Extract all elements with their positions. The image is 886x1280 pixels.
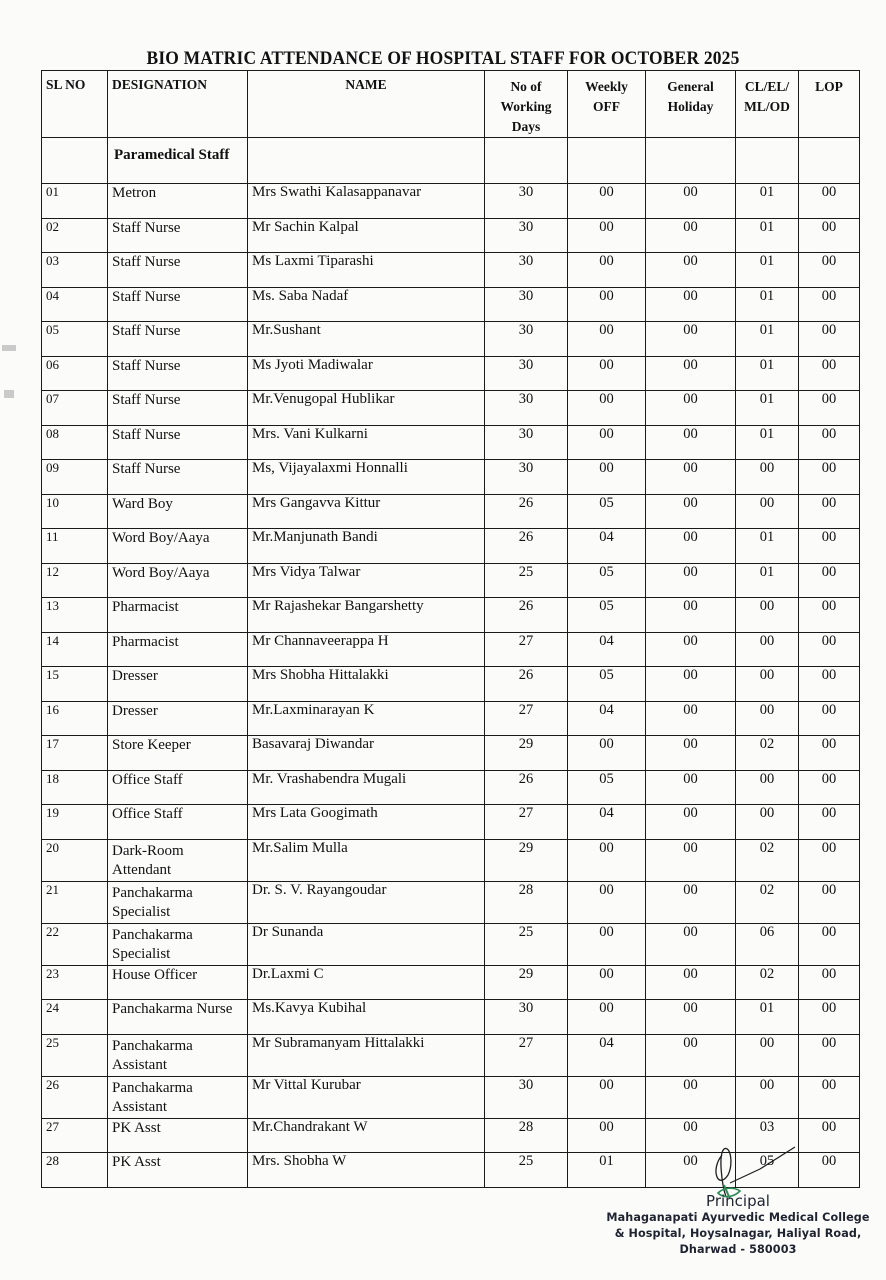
row-general-holiday: 00	[646, 1076, 736, 1118]
row-designation: Dresser	[108, 667, 248, 702]
row-working-days: 30	[485, 460, 568, 495]
row-general-holiday: 00	[646, 460, 736, 495]
row-working-days: 30	[485, 184, 568, 219]
row-leave: 01	[736, 425, 799, 460]
row-sl-no: 03	[42, 253, 108, 288]
section-empty-cell	[646, 138, 736, 184]
row-weekly-off: 00	[568, 425, 646, 460]
row-general-holiday: 00	[646, 736, 736, 771]
row-sl-no: 08	[42, 425, 108, 460]
row-name: Mr Vittal Kurubar	[248, 1076, 485, 1118]
row-weekly-off: 00	[568, 253, 646, 288]
row-general-holiday: 00	[646, 632, 736, 667]
column-header-lop: LOP	[799, 71, 860, 138]
row-working-days: 28	[485, 881, 568, 923]
row-leave: 02	[736, 965, 799, 1000]
row-working-days: 26	[485, 667, 568, 702]
row-sl-no: 22	[42, 923, 108, 965]
row-lop: 00	[799, 598, 860, 633]
row-leave: 00	[736, 598, 799, 633]
stamp-role: Principal	[706, 1192, 770, 1210]
row-weekly-off: 00	[568, 184, 646, 219]
row-lop: 00	[799, 391, 860, 426]
row-sl-no: 19	[42, 805, 108, 840]
row-name: Mrs Lata Googimath	[248, 805, 485, 840]
row-leave: 00	[736, 770, 799, 805]
table-row	[42, 1000, 860, 1035]
row-sl-no: 26	[42, 1076, 108, 1118]
row-name: Mr.Salim Mulla	[248, 839, 485, 881]
row-weekly-off: 00	[568, 356, 646, 391]
row-name: Mr Sachin Kalpal	[248, 218, 485, 253]
row-general-holiday: 00	[646, 563, 736, 598]
table-row	[42, 1076, 860, 1118]
page-title: BIO MATRIC ATTENDANCE OF HOSPITAL STAFF FOR OCTOBER 2025	[146, 48, 740, 69]
row-general-holiday: 00	[646, 923, 736, 965]
row-general-holiday: 00	[646, 1118, 736, 1153]
table-row	[42, 322, 860, 357]
row-leave: 01	[736, 529, 799, 564]
row-weekly-off: 00	[568, 391, 646, 426]
row-designation: Staff Nurse	[108, 287, 248, 322]
row-weekly-off: 04	[568, 529, 646, 564]
row-name: Mr.Laxminarayan K	[248, 701, 485, 736]
row-designation: Panchakarma Assistant	[108, 1034, 248, 1076]
row-lop: 00	[799, 1076, 860, 1118]
row-sl-no: 05	[42, 322, 108, 357]
row-sl-no: 10	[42, 494, 108, 529]
row-working-days: 26	[485, 494, 568, 529]
row-lop: 00	[799, 356, 860, 391]
row-designation: Panchakarma Specialist	[108, 881, 248, 923]
row-sl-no: 18	[42, 770, 108, 805]
row-designation: Metron	[108, 184, 248, 219]
row-working-days: 30	[485, 1076, 568, 1118]
row-designation: Staff Nurse	[108, 218, 248, 253]
row-name: Mrs Shobha Hittalakki	[248, 667, 485, 702]
row-lop: 00	[799, 839, 860, 881]
table-row	[42, 563, 860, 598]
table-row	[42, 218, 860, 253]
row-designation: Word Boy/Aaya	[108, 563, 248, 598]
stamp-address-line1: & Hospital, Hoysalnagar, Haliyal Road,	[614, 1227, 862, 1240]
row-lop: 00	[799, 494, 860, 529]
row-designation: Ward Boy	[108, 494, 248, 529]
row-leave: 01	[736, 184, 799, 219]
row-sl-no: 28	[42, 1153, 108, 1188]
table-row	[42, 529, 860, 564]
row-name: Ms Laxmi Tiparashi	[248, 253, 485, 288]
row-name: Mrs. Vani Kulkarni	[248, 425, 485, 460]
row-leave: 00	[736, 460, 799, 495]
row-designation: PK Asst	[108, 1118, 248, 1153]
row-general-holiday: 00	[646, 839, 736, 881]
row-leave: 00	[736, 667, 799, 702]
row-weekly-off: 05	[568, 770, 646, 805]
row-designation: Staff Nurse	[108, 253, 248, 288]
table-row	[42, 494, 860, 529]
row-leave: 01	[736, 356, 799, 391]
table-row	[42, 667, 860, 702]
section-empty-cell	[799, 138, 860, 184]
row-general-holiday: 00	[646, 965, 736, 1000]
row-general-holiday: 00	[646, 287, 736, 322]
row-general-holiday: 00	[646, 770, 736, 805]
row-general-holiday: 00	[646, 391, 736, 426]
row-name: Mrs Swathi Kalasappanavar	[248, 184, 485, 219]
row-designation: Dark-Room Attendant	[108, 839, 248, 881]
row-leave: 01	[736, 287, 799, 322]
row-sl-no: 14	[42, 632, 108, 667]
row-leave: 06	[736, 923, 799, 965]
row-sl-no: 16	[42, 701, 108, 736]
row-working-days: 27	[485, 805, 568, 840]
row-name: Ms. Saba Nadaf	[248, 287, 485, 322]
row-general-holiday: 00	[646, 356, 736, 391]
row-weekly-off: 04	[568, 701, 646, 736]
row-working-days: 26	[485, 770, 568, 805]
table-row	[42, 598, 860, 633]
scan-artifact	[4, 390, 14, 398]
row-weekly-off: 05	[568, 598, 646, 633]
row-working-days: 29	[485, 965, 568, 1000]
row-name: Mr Channaveerappa H	[248, 632, 485, 667]
row-general-holiday: 00	[646, 805, 736, 840]
row-working-days: 30	[485, 218, 568, 253]
row-lop: 00	[799, 701, 860, 736]
row-lop: 00	[799, 184, 860, 219]
row-designation: Store Keeper	[108, 736, 248, 771]
row-general-holiday: 00	[646, 184, 736, 219]
row-sl-no: 21	[42, 881, 108, 923]
row-designation: Staff Nurse	[108, 356, 248, 391]
row-weekly-off: 05	[568, 667, 646, 702]
row-working-days: 29	[485, 736, 568, 771]
row-working-days: 28	[485, 1118, 568, 1153]
row-working-days: 30	[485, 322, 568, 357]
column-header-weekly-off: Weekly OFF	[568, 71, 646, 138]
row-lop: 00	[799, 632, 860, 667]
row-designation: Word Boy/Aaya	[108, 529, 248, 564]
row-weekly-off: 05	[568, 563, 646, 598]
row-leave: 01	[736, 218, 799, 253]
row-lop: 00	[799, 460, 860, 495]
section-row	[42, 138, 860, 184]
row-weekly-off: 00	[568, 218, 646, 253]
column-header-working-days: No of Working Days	[485, 71, 568, 138]
column-header-designation: DESIGNATION	[108, 71, 248, 138]
row-weekly-off: 00	[568, 287, 646, 322]
row-sl-no: 13	[42, 598, 108, 633]
row-working-days: 29	[485, 839, 568, 881]
row-leave: 00	[736, 1076, 799, 1118]
principal-stamp	[590, 1192, 886, 1258]
row-working-days: 25	[485, 923, 568, 965]
table-row	[42, 965, 860, 1000]
row-sl-no: 27	[42, 1118, 108, 1153]
row-leave: 01	[736, 391, 799, 426]
table-row	[42, 287, 860, 322]
row-designation: House Officer	[108, 965, 248, 1000]
row-general-holiday: 00	[646, 1153, 736, 1188]
row-general-holiday: 00	[646, 1034, 736, 1076]
row-general-holiday: 00	[646, 701, 736, 736]
column-header-general-holiday: General Holiday	[646, 71, 736, 138]
row-name: Mrs Gangavva Kittur	[248, 494, 485, 529]
row-sl-no: 06	[42, 356, 108, 391]
row-name: Mr. Vrashabendra Mugali	[248, 770, 485, 805]
row-general-holiday: 00	[646, 253, 736, 288]
row-sl-no: 01	[42, 184, 108, 219]
row-sl-no: 11	[42, 529, 108, 564]
row-sl-no: 12	[42, 563, 108, 598]
row-general-holiday: 00	[646, 322, 736, 357]
section-label: Paramedical Staff	[108, 138, 248, 184]
row-designation: Panchakarma Specialist	[108, 923, 248, 965]
row-working-days: 30	[485, 1000, 568, 1035]
row-working-days: 27	[485, 1034, 568, 1076]
row-lop: 00	[799, 1153, 860, 1188]
row-weekly-off: 00	[568, 839, 646, 881]
row-weekly-off: 00	[568, 1076, 646, 1118]
column-header-sl-no: SL NO	[42, 71, 108, 138]
table-row	[42, 881, 860, 923]
row-name: Ms, Vijayalaxmi Honnalli	[248, 460, 485, 495]
row-general-holiday: 00	[646, 425, 736, 460]
row-lop: 00	[799, 881, 860, 923]
table-row	[42, 425, 860, 460]
row-designation: Staff Nurse	[108, 322, 248, 357]
row-leave: 02	[736, 881, 799, 923]
row-general-holiday: 00	[646, 1000, 736, 1035]
row-general-holiday: 00	[646, 218, 736, 253]
row-weekly-off: 00	[568, 460, 646, 495]
row-leave: 03	[736, 1118, 799, 1153]
row-sl-no: 09	[42, 460, 108, 495]
row-name: Ms.Kavya Kubihal	[248, 1000, 485, 1035]
row-name: Mr Rajashekar Bangarshetty	[248, 598, 485, 633]
row-working-days: 25	[485, 1153, 568, 1188]
row-sl-no: 25	[42, 1034, 108, 1076]
table-row	[42, 632, 860, 667]
row-sl-no: 15	[42, 667, 108, 702]
row-lop: 00	[799, 667, 860, 702]
row-name: Basavaraj Diwandar	[248, 736, 485, 771]
row-leave: 00	[736, 701, 799, 736]
row-sl-no: 17	[42, 736, 108, 771]
row-weekly-off: 05	[568, 494, 646, 529]
row-designation: Panchakarma Nurse	[108, 1000, 248, 1035]
row-leave: 01	[736, 253, 799, 288]
row-weekly-off: 04	[568, 1034, 646, 1076]
stamp-address-line2: Dharwad - 580003	[679, 1243, 797, 1256]
row-name: Mr.Sushant	[248, 322, 485, 357]
table-row	[42, 1034, 860, 1076]
row-general-holiday: 00	[646, 529, 736, 564]
row-lop: 00	[799, 253, 860, 288]
row-weekly-off: 04	[568, 632, 646, 667]
scan-artifact	[2, 345, 16, 351]
section-empty-cell	[248, 138, 485, 184]
row-weekly-off: 00	[568, 322, 646, 357]
row-leave: 00	[736, 632, 799, 667]
section-empty-cell	[568, 138, 646, 184]
row-lop: 00	[799, 322, 860, 357]
row-designation: Office Staff	[108, 770, 248, 805]
row-leave: 02	[736, 736, 799, 771]
table-row	[42, 391, 860, 426]
row-leave: 05	[736, 1153, 799, 1188]
row-weekly-off: 00	[568, 1000, 646, 1035]
row-sl-no: 02	[42, 218, 108, 253]
row-designation: PK Asst	[108, 1153, 248, 1188]
row-designation: Office Staff	[108, 805, 248, 840]
row-name: Mrs. Shobha W	[248, 1153, 485, 1188]
row-name: Dr.Laxmi C	[248, 965, 485, 1000]
row-name: Mr Subramanyam Hittalakki	[248, 1034, 485, 1076]
row-lop: 00	[799, 736, 860, 771]
table-row	[42, 736, 860, 771]
row-general-holiday: 00	[646, 881, 736, 923]
row-sl-no: 07	[42, 391, 108, 426]
table-row	[42, 923, 860, 965]
row-weekly-off: 00	[568, 1118, 646, 1153]
row-sl-no: 23	[42, 965, 108, 1000]
row-sl-no: 24	[42, 1000, 108, 1035]
row-lop: 00	[799, 805, 860, 840]
column-header-leave: CL/EL/ ML/OD	[736, 71, 799, 138]
row-lop: 00	[799, 965, 860, 1000]
row-lop: 00	[799, 218, 860, 253]
row-name: Mr.Venugopal Hublikar	[248, 391, 485, 426]
row-leave: 01	[736, 322, 799, 357]
section-empty-cell	[485, 138, 568, 184]
table-row	[42, 839, 860, 881]
column-header-name: NAME	[248, 71, 485, 138]
row-lop: 00	[799, 1000, 860, 1035]
row-working-days: 30	[485, 356, 568, 391]
table-row	[42, 184, 860, 219]
row-lop: 00	[799, 287, 860, 322]
row-lop: 00	[799, 529, 860, 564]
header-row	[42, 71, 860, 138]
row-leave: 02	[736, 839, 799, 881]
table-row	[42, 460, 860, 495]
section-empty-cell	[42, 138, 108, 184]
row-designation: Pharmacist	[108, 632, 248, 667]
row-name: Dr Sunanda	[248, 923, 485, 965]
row-name: Dr. S. V. Rayangoudar	[248, 881, 485, 923]
row-sl-no: 04	[42, 287, 108, 322]
row-working-days: 27	[485, 701, 568, 736]
row-general-holiday: 00	[646, 667, 736, 702]
table-row	[42, 253, 860, 288]
row-working-days: 25	[485, 563, 568, 598]
row-leave: 00	[736, 805, 799, 840]
row-designation: Pharmacist	[108, 598, 248, 633]
row-leave: 00	[736, 494, 799, 529]
row-weekly-off: 04	[568, 805, 646, 840]
row-working-days: 27	[485, 632, 568, 667]
row-name: Ms Jyoti Madiwalar	[248, 356, 485, 391]
row-designation: Panchakarma Assistant	[108, 1076, 248, 1118]
row-name: Mrs Vidya Talwar	[248, 563, 485, 598]
row-working-days: 26	[485, 598, 568, 633]
row-lop: 00	[799, 1034, 860, 1076]
row-lop: 00	[799, 1118, 860, 1153]
stamp-institution: Mahaganapati Ayurvedic Medical College	[606, 1211, 870, 1224]
row-sl-no: 20	[42, 839, 108, 881]
table-row	[42, 356, 860, 391]
attendance-table	[41, 70, 860, 1188]
row-weekly-off: 00	[568, 736, 646, 771]
row-weekly-off: 00	[568, 923, 646, 965]
table-row	[42, 770, 860, 805]
row-designation: Staff Nurse	[108, 391, 248, 426]
row-working-days: 30	[485, 425, 568, 460]
section-empty-cell	[736, 138, 799, 184]
row-lop: 00	[799, 770, 860, 805]
row-lop: 00	[799, 425, 860, 460]
row-name: Mr.Manjunath Bandi	[248, 529, 485, 564]
row-weekly-off: 01	[568, 1153, 646, 1188]
row-leave: 01	[736, 1000, 799, 1035]
row-general-holiday: 00	[646, 598, 736, 633]
table-row	[42, 805, 860, 840]
row-working-days: 30	[485, 253, 568, 288]
row-leave: 00	[736, 1034, 799, 1076]
table-row	[42, 701, 860, 736]
row-working-days: 26	[485, 529, 568, 564]
row-leave: 01	[736, 563, 799, 598]
row-designation: Staff Nurse	[108, 425, 248, 460]
row-weekly-off: 00	[568, 965, 646, 1000]
row-general-holiday: 00	[646, 494, 736, 529]
row-designation: Staff Nurse	[108, 460, 248, 495]
row-designation: Dresser	[108, 701, 248, 736]
row-weekly-off: 00	[568, 881, 646, 923]
row-working-days: 30	[485, 287, 568, 322]
row-lop: 00	[799, 563, 860, 598]
row-name: Mr.Chandrakant W	[248, 1118, 485, 1153]
row-working-days: 30	[485, 391, 568, 426]
row-lop: 00	[799, 923, 860, 965]
